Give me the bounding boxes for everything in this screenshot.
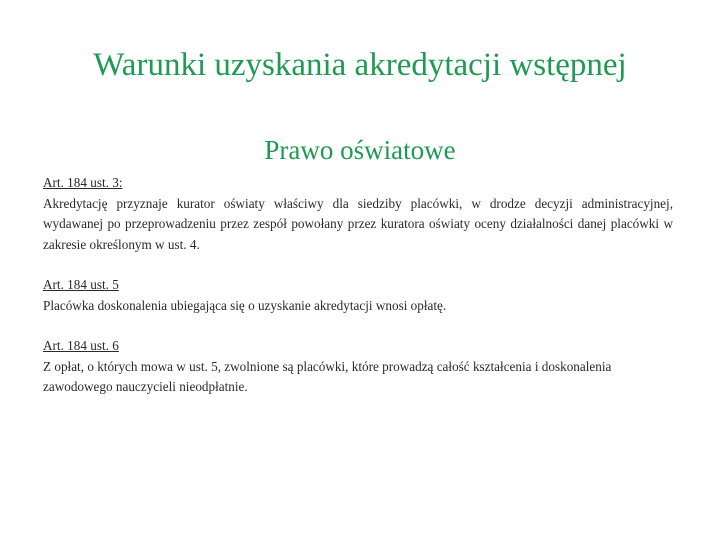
slide-title: Warunki uzyskania akredytacji wstępnej: [93, 47, 627, 83]
article-text: Placówka doskonalenia ubiegająca się o uzyskanie akredytacji wnosi opłatę.: [43, 297, 447, 313]
section-art-184-ust-3: [43, 173, 673, 255]
article-text: Akredytację przyznaje kurator oświaty właściwy dla siedziby placówki, w drodze decyzji administracyjnej, wydawanej po przeprowadzeniu przez zespół powołany przez kuratora oświaty oceny działalności danej placówki w zakresie określonym w ust. 4.: [43, 195, 673, 252]
section-art-184-ust-6: [43, 336, 673, 398]
slide-body: [43, 173, 673, 398]
article-reference: Art. 184 ust. 6: [43, 338, 119, 353]
article-reference: Art. 184 ust. 3:: [43, 175, 123, 190]
section-art-184-ust-5: [43, 275, 673, 316]
slide-subtitle: Prawo oświatowe: [264, 135, 456, 165]
article-text: Z opłat, o których mowa w ust. 5, zwolnione są placówki, które prowadzą całość kształcenia i doskonalenia zawodowego nauczycieli nieodpłatnie.: [43, 358, 612, 394]
article-reference: Art. 184 ust. 5: [43, 277, 119, 292]
